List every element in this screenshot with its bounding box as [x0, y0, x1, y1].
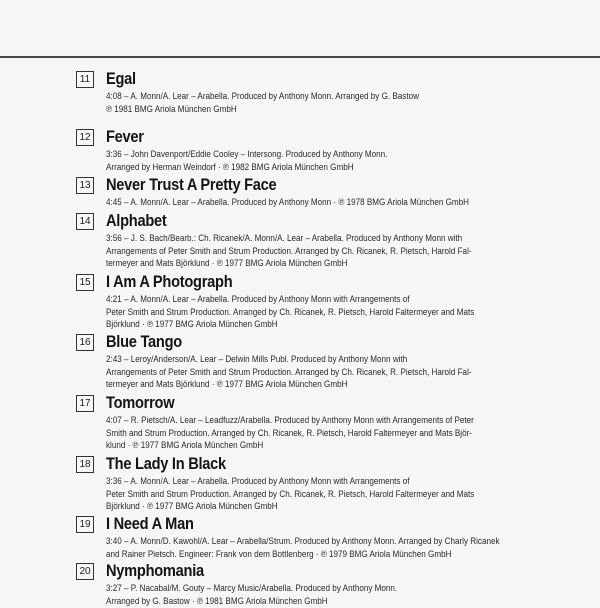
- track-credits: [106, 582, 561, 607]
- track-number-box: 19: [76, 516, 94, 533]
- credit-line: 4:45 – A. Monn/A. Lear – Arabella. Produced by Anthony Monn · ℗ 1978 BMG Ariola München GmbH: [106, 197, 470, 207]
- track-credits: [106, 535, 561, 560]
- track-item: [76, 174, 596, 210]
- credit-line: 3:36 – A. Monn/A. Lear – Arabella. Produced by Anthony Monn with Arrangements of: [106, 476, 410, 486]
- track-title: I Need A Man: [106, 514, 194, 533]
- track-number-box: 11: [76, 71, 94, 88]
- track-credits: [106, 232, 561, 270]
- track-item: [76, 126, 596, 174]
- credit-line: Arrangements of Peter Smith and Strum Production. Arranged by Ch. Ricanek, R. Pietsch, Harold Fal-: [106, 366, 472, 377]
- track-credits: [106, 148, 561, 173]
- track-number-box: 16: [76, 334, 94, 351]
- credit-line: Björklund · ℗ 1977 BMG Ariola München GmbH: [106, 501, 278, 511]
- track-title: Blue Tango: [106, 332, 182, 351]
- track-item: [76, 392, 596, 453]
- track-title: I Am A Photograph: [106, 272, 233, 291]
- track-title: Never Trust A Pretty Face: [106, 175, 277, 194]
- track-number-box: 20: [76, 563, 94, 580]
- track-item: [76, 271, 596, 331]
- track-title: Alphabet: [106, 211, 167, 230]
- track-credits: [106, 353, 561, 391]
- track-number-box: 14: [76, 213, 94, 230]
- track-title: The Lady In Black: [106, 454, 226, 473]
- credit-line: ℗ 1981 BMG Ariola München GmbH: [106, 103, 237, 114]
- track-title: Tomorrow: [106, 393, 175, 412]
- track-title: Nymphomania: [106, 561, 204, 580]
- track-credits: [106, 414, 561, 452]
- credit-line: 4:21 – A. Monn/A. Lear – Arabella. Produced by Anthony Monn with Arrangements of: [106, 294, 410, 304]
- credit-line: termeyer and Mats Björklund · ℗ 1977 BMG Ariola München GmbH: [106, 379, 348, 389]
- track-credits: [106, 196, 561, 209]
- track-number-box: 18: [76, 456, 94, 473]
- track-title: Fever: [106, 127, 144, 146]
- track-credits: [106, 90, 561, 115]
- track-number-box: 12: [76, 129, 94, 146]
- track-item: [76, 210, 596, 271]
- credit-line: Peter Smith and Strum Production. Arranged by Ch. Ricanek, R. Pietsch, Harold Faltermeyer and Mats: [106, 488, 475, 499]
- track-item: [76, 513, 596, 560]
- track-number-box: 17: [76, 395, 94, 412]
- track-item: [76, 453, 596, 513]
- credit-line: and Rainer Pietsch. Engineer: Frank von dem Bottlenberg · ℗ 1979 BMG Ariola München GmbH: [106, 548, 452, 559]
- credit-line: klund · ℗ 1977 BMG Ariola München GmbH: [106, 440, 264, 450]
- credit-line: Arrangements of Peter Smith and Strum Production. Arranged by Ch. Ricanek, R. Pietsch, Harold Fal-: [106, 245, 472, 256]
- credit-line: Arranged by G. Bastow · ℗ 1981 BMG Ariola München GmbH: [106, 595, 328, 606]
- credit-line: 3:27 – P. Nacabal/M. Gouty – Marcy Music/Arabella. Produced by Anthony Monn.: [106, 583, 398, 593]
- tracklist: [76, 68, 596, 608]
- credit-line: Björklund · ℗ 1977 BMG Ariola München GmbH: [106, 319, 278, 329]
- credit-line: Smith and Strum Production. Arranged by Ch. Ricanek, R. Pietsch, Harold Faltermeyer and Mats Björ-: [106, 427, 473, 438]
- credit-line: Peter Smith and Strum Production. Arranged by Ch. Ricanek, R. Pietsch, Harold Faltermeyer and Mats: [106, 306, 475, 317]
- credit-line: 3:36 – John Davenport/Eddie Cooley – Intersong. Produced by Anthony Monn.: [106, 149, 388, 159]
- credit-line: 4:07 – R. Pietsch/A. Lear – Leadfuzz/Arabella. Produced by Anthony Monn with Arrangements of Peter: [106, 415, 474, 425]
- credit-line: 2:43 – Leroy/Anderson/A. Lear – Delwin Mills Publ. Produced by Anthony Monn with: [106, 354, 408, 364]
- credit-line: 3:40 – A. Monn/D. Kawohl/A. Lear – Arabella/Strum. Produced by Anthony Monn. Arranged by Charly Ricanek: [106, 536, 500, 546]
- credit-line: 3:56 – J. S. Bach/Bearb.: Ch. Ricanek/A. Monn/A. Lear – Arabella. Produced by Anthony Monn with: [106, 233, 463, 243]
- horizontal-rule: [0, 56, 600, 58]
- credit-line: Arranged by Herman Weindorf · ℗ 1982 BMG Ariola München GmbH: [106, 161, 354, 172]
- track-credits: [106, 475, 561, 513]
- track-item: [76, 68, 596, 126]
- track-title: Egal: [106, 69, 136, 88]
- track-number-box: 13: [76, 177, 94, 194]
- credit-line: 4:08 – A. Monn/A. Lear – Arabella. Produced by Anthony Monn. Arranged by G. Bastow: [106, 91, 419, 101]
- track-number-box: 15: [76, 274, 94, 291]
- track-item: [76, 331, 596, 392]
- track-item: [76, 560, 596, 608]
- track-credits: [106, 293, 561, 331]
- credit-line: termeyer and Mats Björklund · ℗ 1977 BMG Ariola München GmbH: [106, 258, 348, 268]
